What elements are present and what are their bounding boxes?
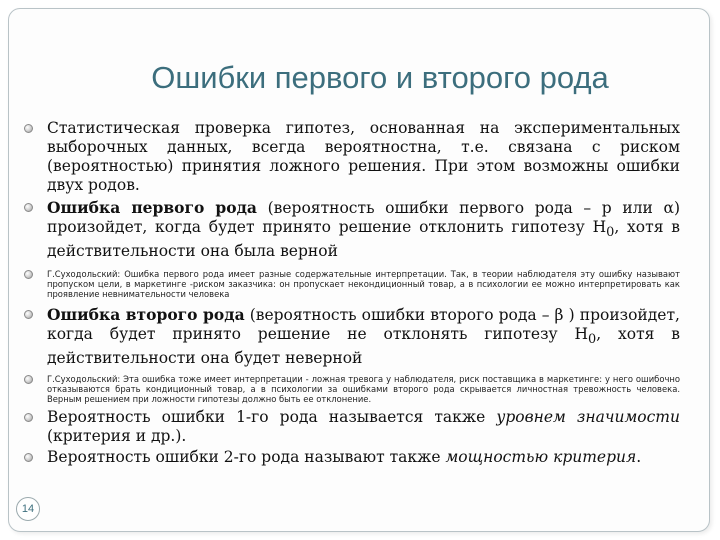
page-number: 14 xyxy=(21,503,35,515)
list-item xyxy=(24,408,680,446)
list-item xyxy=(24,305,680,368)
bullet-icon xyxy=(24,375,33,384)
subscript: 0 xyxy=(588,332,597,348)
list-item-note xyxy=(24,374,680,404)
term-type-one-error: Ошибка первого рода xyxy=(47,198,257,217)
item-text-after: , хотя в действительности она была верной xyxy=(47,218,681,261)
item-text: Статистическая проверка гипотез, основанная на экспериментальных выборочных данных, всегда вероятностна, т.е. связана с риском (вероятностью) принятия ложного решения. При этом возможны ошибки двух родов. xyxy=(47,119,680,194)
term-significance-level: уровнем значимости xyxy=(496,408,680,427)
bullet-icon xyxy=(24,453,33,462)
bullet-icon xyxy=(24,413,33,422)
item-text-after: , хотя в действительности она будет неверной xyxy=(47,325,680,368)
item-text: (вероятность ошибки второго рода – β ) произойдет, когда будет принято решение не отклонять гипотезу H xyxy=(47,306,680,344)
item-text-after: (критерия и др.). xyxy=(47,427,187,446)
bullet-icon xyxy=(24,203,33,212)
item-text: Вероятность ошибки 2-го рода называют также xyxy=(47,448,446,467)
item-text: Вероятность ошибки 1-го рода называется также xyxy=(47,408,497,427)
term-type-two-error: Ошибка второго рода xyxy=(47,305,245,325)
term-test-power: мощностью критерия xyxy=(445,448,637,467)
slide-title: Ошибки первого и второго рода xyxy=(151,60,609,95)
item-text: (вероятность ошибки первого рода – p или α) произойдет, когда будет принято решение отклонить гипотезу H xyxy=(47,199,680,236)
list-item xyxy=(24,119,680,195)
note-text: Г.Суходольский: Ошибка первого рода имеет разные содержательные интерпретации. Так, в теории наблюдателя эту ошибку называют пропуском цели, в маркетинге -риском заказчика: он пропускает некондиционный товар, а в психологии ее можно интерпретировать как проявление невнимательности человека xyxy=(47,269,680,300)
item-text-after: . xyxy=(636,448,642,467)
bullet-icon xyxy=(24,124,33,133)
bullet-list xyxy=(24,119,680,467)
note-text: Г.Суходольский: Эта ошибка тоже имеет интерпретации - ложная тревога у наблюдателя, риск поставщика в маркетинге: у него ошибочно отказываются брать кондиционный товар, а в психологии за ошибками второго рода скрывается личностная тревожность человека. Верным решением при ложности гипотезы должно быть ее отклонение. xyxy=(47,374,680,405)
list-item-note xyxy=(24,269,680,299)
subscript: 0 xyxy=(606,225,615,241)
list-item xyxy=(24,198,680,261)
bullet-icon xyxy=(24,310,33,319)
list-item xyxy=(24,448,680,467)
bullet-icon xyxy=(24,270,33,279)
